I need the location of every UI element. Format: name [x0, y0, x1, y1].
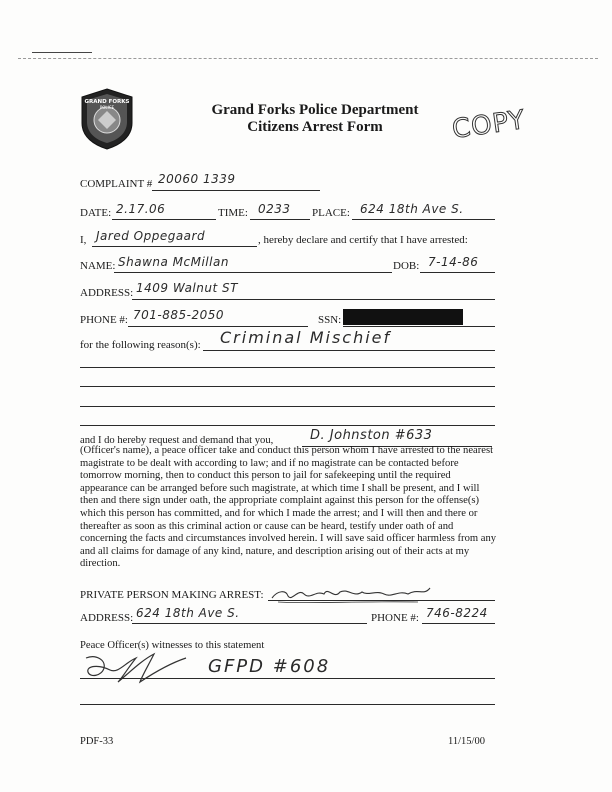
reason-line-5	[80, 425, 495, 426]
arrestor-phone-line	[422, 623, 495, 624]
badge-top-text: GRAND FORKS	[84, 99, 130, 105]
arrestor-signature	[268, 582, 438, 606]
officer-value[interactable]: D. Johnston #633	[310, 428, 433, 443]
phone-value[interactable]: 701-885-2050	[133, 308, 225, 322]
declarant-value[interactable]: Jared Oppegaard	[96, 229, 206, 243]
date-value[interactable]: 2.17.06	[116, 202, 166, 216]
reason-line-3	[80, 386, 495, 387]
form-revision: 11/15/00	[448, 736, 485, 747]
address-value[interactable]: 1409 Walnut ST	[136, 281, 238, 295]
badge-mid-text: POLICE	[99, 105, 115, 110]
dob-value[interactable]: 7-14-86	[428, 255, 479, 269]
arrestor-address-line	[132, 623, 367, 624]
reason-line-1	[203, 350, 495, 351]
place-label: PLACE:	[312, 207, 350, 219]
statement-paragraph: (Officer's name), a peace officer take and conduct this person whom I have arrested to the nearest magistrate to be dealt with according to law; and if no magistrate can be contacted before tomorrow morning, then to conduct this person to jail for safekeeping until the required appearance can be arranged before such magistrate, at which time I shall be present, and I will then and there sign under oath, the appropriate complaint against this person for the offense(s) which this person has committed, and for which I made the arrest; and I will then and there or thereafter as soon as this criminal action or cause can be heard, testify under oath of and concerning the facts and circumstances involved herein. I will save said officer harmless from any and all claims for damage of any kind, nature, and description arising out of their acts at my direction.	[80, 445, 497, 570]
name-value[interactable]: Shawna McMillan	[118, 255, 229, 269]
address-line	[132, 299, 495, 300]
reason-label: for the following reason(s):	[80, 339, 201, 351]
top-rule-short	[32, 52, 92, 53]
witness-line-1	[80, 678, 495, 679]
phone-line	[128, 326, 308, 327]
place-line	[352, 219, 495, 220]
time-line	[250, 219, 310, 220]
reason-line-2	[80, 367, 495, 368]
complaint-value[interactable]: 20060 1339	[158, 172, 236, 186]
dob-line	[420, 272, 495, 273]
address-label: ADDRESS:	[80, 287, 134, 299]
phone-label: PHONE #:	[80, 314, 128, 326]
arrestor-phone-value[interactable]: 746-8224	[426, 606, 488, 620]
time-value[interactable]: 0233	[258, 202, 291, 216]
complaint-line	[152, 190, 320, 191]
reason-value[interactable]: Criminal Mischief	[220, 328, 392, 347]
date-label: DATE:	[80, 207, 112, 219]
form-header	[190, 102, 440, 136]
witness-value[interactable]: GFPD #608	[208, 656, 331, 677]
top-dashed-rule	[18, 58, 598, 59]
ssn-redaction	[343, 309, 463, 325]
time-label: TIME:	[218, 207, 248, 219]
request-prefix: and I do hereby request and demand that you,	[80, 435, 274, 446]
private-person-label: PRIVATE PERSON MAKING ARREST:	[80, 589, 264, 601]
declarant-line	[92, 246, 257, 247]
witness-label: Peace Officer(s) witnesses to this statement	[80, 640, 265, 651]
ssn-line	[343, 326, 495, 327]
name-line	[114, 272, 392, 273]
agency-name: Grand Forks Police Department	[211, 102, 419, 118]
date-line	[112, 219, 216, 220]
complaint-label: COMPLAINT #	[80, 178, 153, 190]
declare-prefix: I,	[80, 234, 87, 246]
form-code: PDF-33	[80, 736, 114, 747]
police-badge-icon	[78, 87, 136, 151]
arrestor-address-value[interactable]: 624 18th Ave S.	[136, 606, 240, 620]
reason-line-4	[80, 406, 495, 407]
copy-stamp: COPY	[450, 105, 528, 145]
officer-signature	[82, 650, 202, 686]
witness-line-2	[80, 704, 495, 705]
dob-label: DOB:	[393, 260, 420, 272]
place-value[interactable]: 624 18th Ave S.	[360, 202, 464, 216]
arrestor-phone-label: PHONE #:	[371, 612, 419, 624]
ssn-label: SSN:	[318, 314, 342, 326]
arrestor-address-label: ADDRESS:	[80, 612, 134, 624]
form-title: Citizens Arrest Form	[247, 119, 383, 135]
declare-suffix: , hereby declare and certify that I have arrested:	[258, 234, 468, 246]
name-label: NAME:	[80, 260, 116, 272]
